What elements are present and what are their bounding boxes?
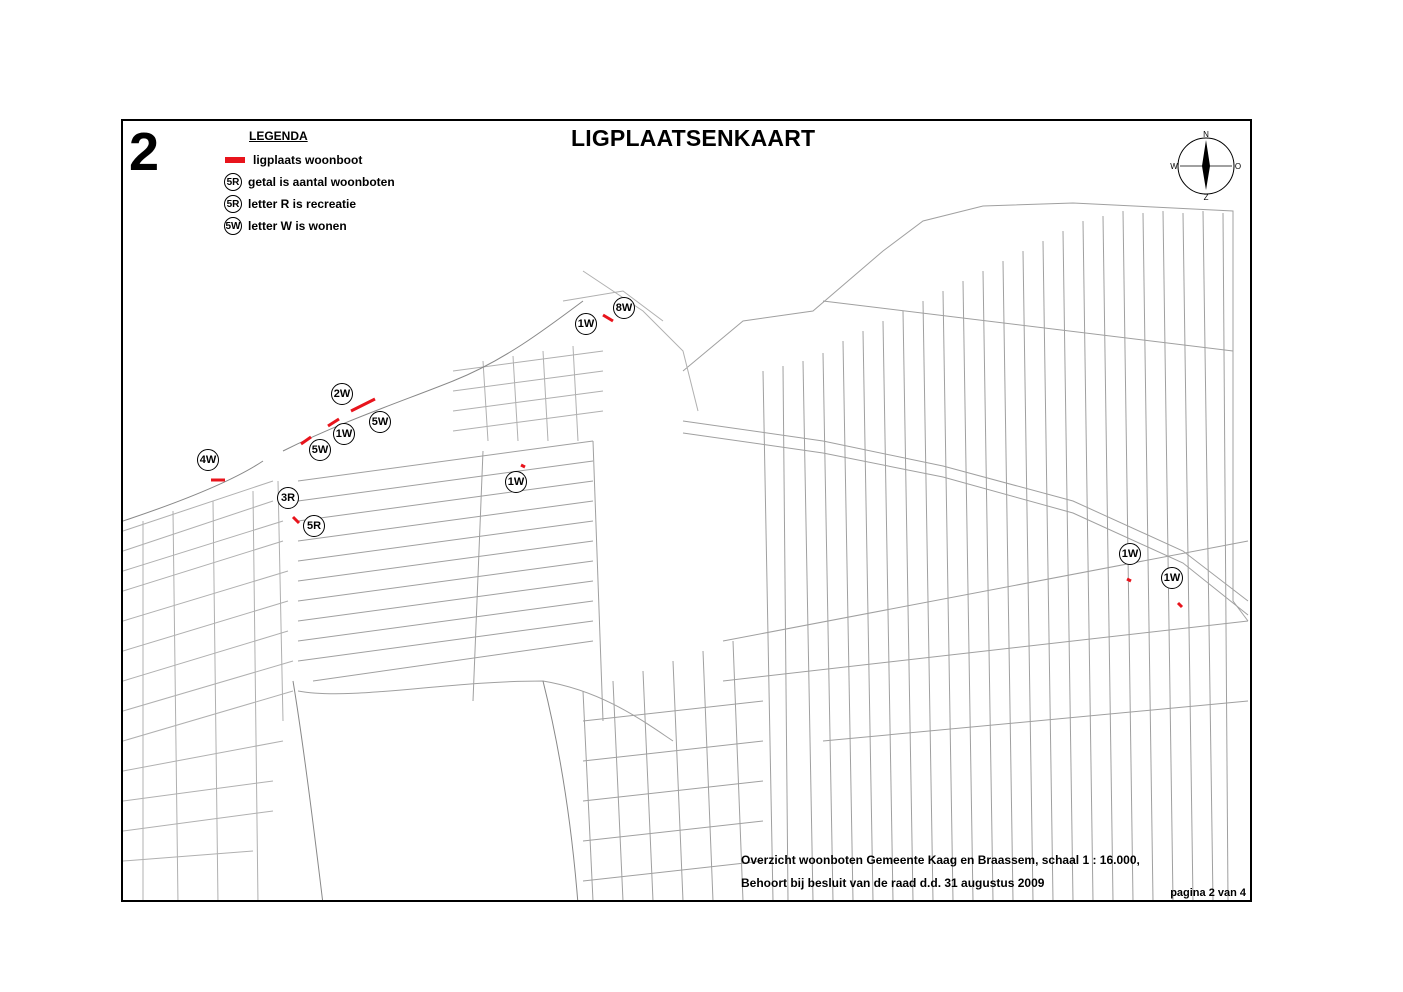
central-polder-parcels (298, 441, 673, 741)
legend-title: LEGENDA (249, 129, 308, 143)
mooring-8w (603, 315, 613, 321)
east-polder-parcels (723, 211, 1248, 901)
mooring-marker[interactable]: 2W (331, 383, 353, 405)
legend-item-label: ligplaats woonboot (253, 153, 363, 167)
map-title: LIGPLAATSENKAART (571, 125, 816, 151)
legend-item (221, 193, 395, 215)
mooring-lines (211, 315, 1182, 607)
polder-field-lines (123, 203, 1248, 902)
footer-page-count: pagina 2 van 4 (1170, 887, 1246, 899)
mooring-3r (293, 517, 299, 523)
mooring-marker[interactable]: 5W (369, 411, 391, 433)
legend-symbol: 5W (224, 217, 242, 235)
legend-item-label: letter R is recreatie (248, 197, 357, 211)
mooring-marker[interactable]: 1W (505, 471, 527, 493)
mooring-marker[interactable]: 1W (1161, 567, 1183, 589)
legend-item-label: letter W is wonen (248, 219, 347, 233)
mooring-marker[interactable]: 1W (333, 423, 355, 445)
compass-rose (1170, 130, 1241, 202)
legend-item (221, 171, 395, 193)
legend-symbol: 5R (224, 195, 242, 213)
map-frame (121, 119, 1252, 902)
mooring-marker[interactable]: 5W (309, 439, 331, 461)
compass-north: N (1203, 130, 1209, 139)
legend-item (221, 215, 395, 237)
legend-item (221, 149, 395, 171)
mooring-1w-c (521, 465, 525, 467)
mooring-marker[interactable]: 1W (575, 313, 597, 335)
map-canvas (123, 121, 1252, 902)
compass-west: W (1170, 162, 1178, 171)
legend-symbol: 5R (224, 173, 242, 191)
west-village-streets (123, 461, 293, 902)
mooring-swatch-icon (225, 157, 245, 163)
legend-item-label: getal is aantal woonboten (248, 175, 395, 189)
mooring-marker[interactable]: 1W (1119, 543, 1141, 565)
mooring-1w-d (1127, 579, 1131, 581)
mooring-marker[interactable]: 4W (197, 449, 219, 471)
mooring-marker[interactable]: 5R (303, 515, 325, 537)
legend (221, 129, 395, 237)
polder-shore (298, 681, 673, 741)
compass-south: Z (1203, 193, 1209, 202)
lake-east-shore (543, 681, 578, 902)
footer-description: Overzicht woonboten Gemeente Kaag en Braassem, schaal 1 : 16.000, (741, 853, 1140, 867)
mooring-1w-e (1178, 603, 1182, 607)
mooring-5w-b (351, 399, 375, 411)
mooring-5w-a (301, 437, 311, 444)
mooring-marker[interactable]: 3R (277, 487, 299, 509)
lake-west-shore (293, 681, 323, 902)
compass-east: O (1234, 162, 1242, 171)
footer-decision: Behoort bij besluit van de raad d.d. 31 augustus 2009 (741, 876, 1045, 890)
page-number: 2 (129, 122, 160, 182)
mooring-marker[interactable]: 8W (613, 297, 635, 319)
